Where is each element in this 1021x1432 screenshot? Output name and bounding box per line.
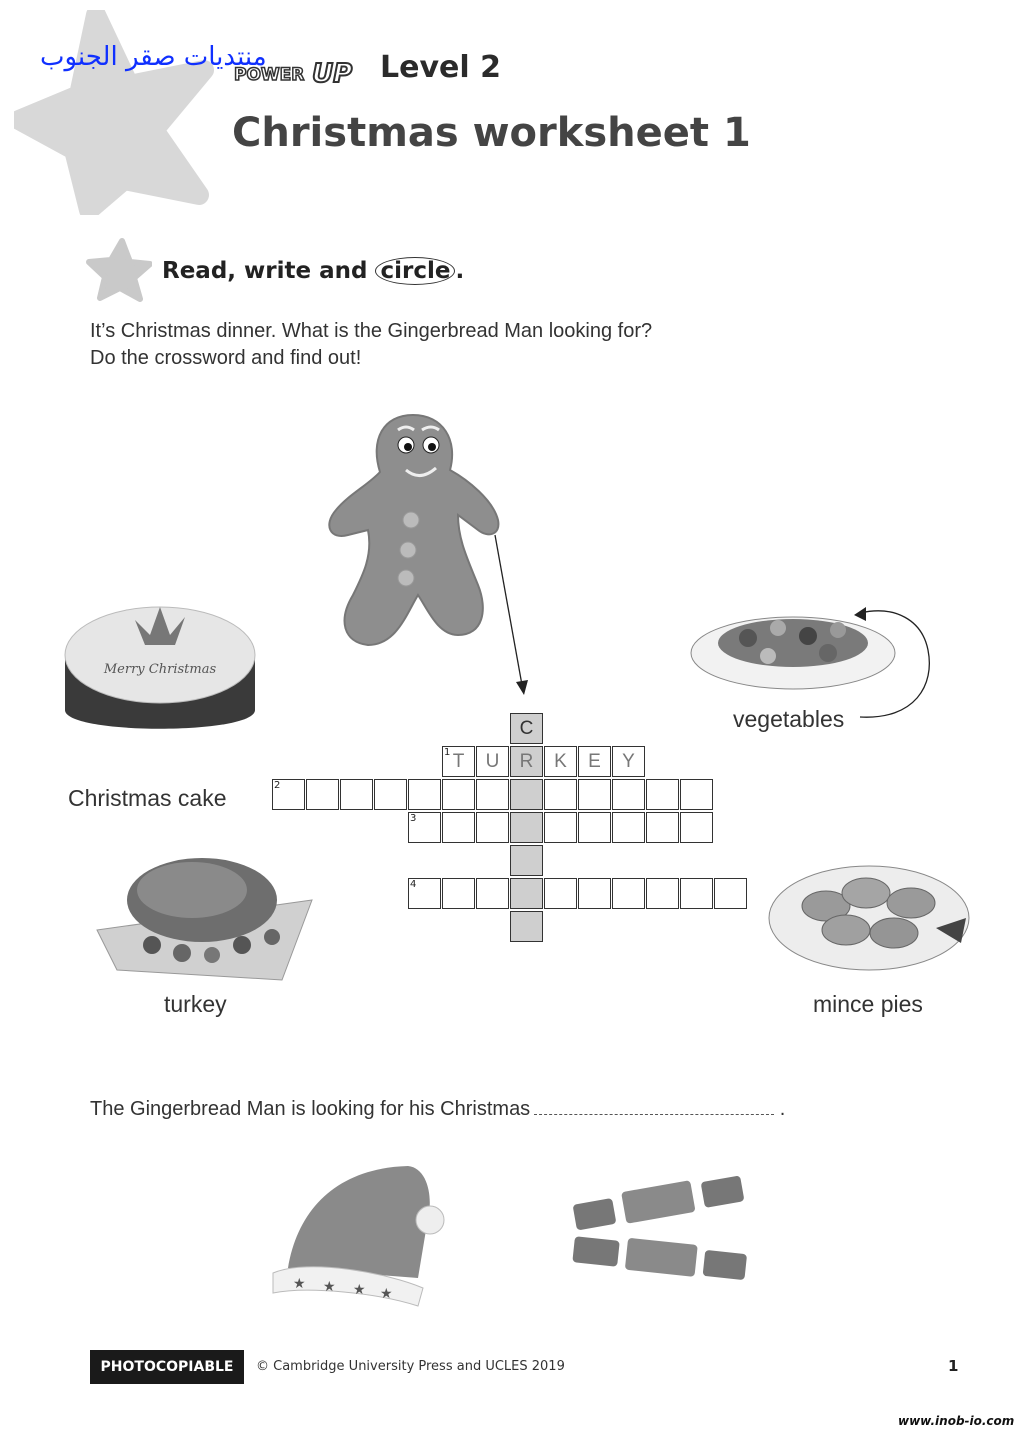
crossword-key-bottom-cell [510,911,543,942]
crossword-cell[interactable] [680,812,713,843]
crossword-cell[interactable] [612,812,645,843]
crossword-cell[interactable] [306,779,339,810]
crossword-cell[interactable] [476,878,509,909]
crossword-cell[interactable] [578,746,611,777]
copyright-text: © Cambridge University Press and UCLES 2019 [256,1359,565,1374]
label-mince-pies: mince pies [813,991,923,1017]
svg-text:★: ★ [353,1282,366,1298]
crossword-cell[interactable] [578,878,611,909]
crossword-cell[interactable] [510,746,543,777]
crossword-cell[interactable] [646,812,679,843]
crossword-cell[interactable] [476,779,509,810]
crossword-cell[interactable] [408,878,441,909]
intro-line-1: It’s Christmas dinner. What is the Gingerbread Man looking for? [90,320,653,342]
answer-blank[interactable] [534,1114,774,1115]
crossword-cell[interactable] [680,878,713,909]
christmas-crackers-image [568,1160,753,1300]
crossword-cell[interactable] [578,779,611,810]
crossword-cell[interactable] [544,779,577,810]
turkey-image [92,845,317,985]
page-number: 1 [948,1357,959,1375]
clue-number-4: 4 [410,879,417,890]
level-label: Level 2 [380,50,501,85]
label-turkey: turkey [164,991,227,1017]
crossword-cell[interactable] [646,878,679,909]
christmas-cake-image [60,595,260,745]
svg-text:POWER: POWER [234,65,305,85]
crossword-cell[interactable] [442,746,475,777]
power-up-logo [232,50,362,90]
crossword-letter: E [588,751,601,772]
crossword-cell[interactable] [442,779,475,810]
site-watermark: www.inob-io.com [898,1414,1015,1428]
crossword-cell[interactable] [408,779,441,810]
label-vegetables: vegetables [733,706,845,732]
svg-text:★: ★ [380,1286,393,1302]
label-christmas-cake: Christmas cake [68,785,227,811]
svg-text:★: ★ [293,1276,306,1292]
clue-number-1: 1 [444,747,451,758]
crossword-cell[interactable] [476,812,509,843]
crossword-cell[interactable] [442,878,475,909]
crossword-letter: K [554,751,567,772]
crossword-cell[interactable] [510,779,543,810]
key-letter: C [519,718,534,739]
forum-watermark: منتديات صقر الجنوب [40,42,267,72]
answer-text: The Gingerbread Man is looking for his Christmas [90,1098,531,1120]
crossword-cell[interactable] [714,878,747,909]
vegetables-arrow [840,595,940,725]
crossword-letter: R [519,751,534,772]
crossword-letter: U [485,751,500,772]
crossword-cell[interactable] [442,812,475,843]
instruction-period: . [455,258,465,284]
crossword-cell[interactable] [612,779,645,810]
crossword-cell[interactable] [646,779,679,810]
crossword-cell[interactable] [272,779,305,810]
answer-sentence [90,1098,785,1121]
clue-number-2: 2 [274,780,281,791]
crossword-cell[interactable] [510,812,543,843]
circled-word: circle [375,257,455,285]
instruction-text: Read, write and [162,258,376,284]
crossword-cell[interactable] [476,746,509,777]
crossword-cell[interactable] [680,779,713,810]
crossword-cell[interactable] [612,746,645,777]
decorative-star-icon [14,10,214,215]
crossword-cell[interactable] [612,878,645,909]
crossword-cell[interactable] [544,812,577,843]
clue-number-3: 3 [410,813,417,824]
crossword-key-gap-cell [510,845,543,876]
crossword-letter: T [452,751,465,772]
intro-line-2: Do the crossword and find out! [90,347,362,369]
answer-period: . [779,1098,786,1120]
crossword-key-cell[interactable] [510,713,543,744]
crossword-cell[interactable] [578,812,611,843]
pointer-arrow [490,530,540,700]
cake-decoration-text: Merry Christmas [103,662,217,677]
crossword-cell[interactable] [408,812,441,843]
crossword-cell[interactable] [544,746,577,777]
photocopiable-badge: PHOTOCOPIABLE [90,1350,244,1384]
gingerbread-man-image [318,410,508,660]
page-title: Christmas worksheet 1 [232,110,751,156]
mince-pies-image [766,848,976,973]
intro-text [90,318,652,372]
crossword-cell[interactable] [340,779,373,810]
star-bullet-icon [86,238,152,302]
crossword-cell[interactable] [510,878,543,909]
crossword-cell[interactable] [544,878,577,909]
svg-text:★: ★ [323,1279,336,1295]
crossword-letter: Y [622,751,635,772]
svg-text:UP: UP [312,59,353,89]
crossword-cell[interactable] [374,779,407,810]
santa-hat-image [268,1158,458,1308]
instruction-heading [162,258,464,284]
